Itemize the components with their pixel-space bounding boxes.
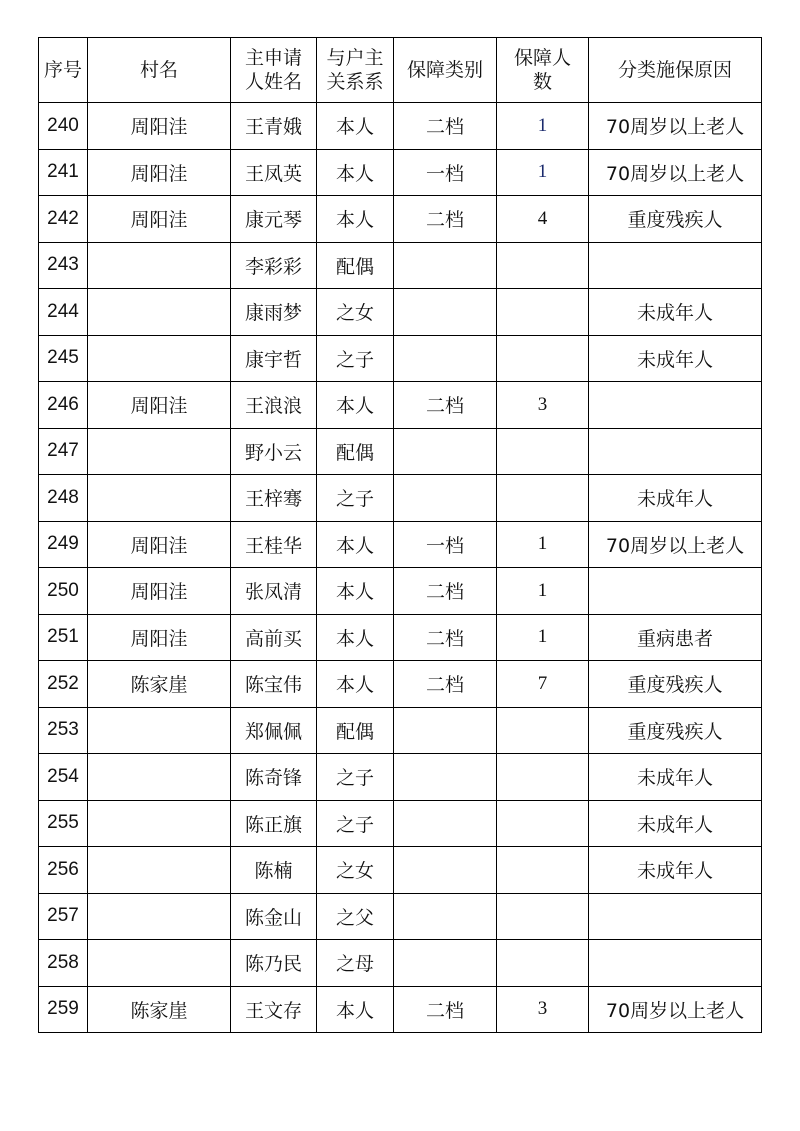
cell-village: 周阳洼 [88,614,231,661]
table-row [39,149,762,196]
cell-category: 二档 [394,196,497,243]
cell-village [88,242,231,289]
cell-seq: 243 [39,242,88,289]
cell-seq: 249 [39,521,88,568]
cell-category [394,847,497,894]
cell-seq: 241 [39,149,88,196]
cell-relation: 本人 [317,149,394,196]
table-row [39,614,762,661]
cell-name: 陈正旗 [231,800,317,847]
cell-name: 王浪浪 [231,382,317,429]
table-row [39,847,762,894]
cell-seq: 251 [39,614,88,661]
cell-count [497,289,589,336]
header-category: 保障类别 [394,38,497,103]
cell-name: 王梓骞 [231,475,317,522]
cell-name: 陈金山 [231,893,317,940]
table-row [39,521,762,568]
cell-name: 康雨梦 [231,289,317,336]
cell-name: 王文存 [231,986,317,1033]
table-row [39,893,762,940]
cell-seq: 240 [39,103,88,150]
cell-village: 陈家崖 [88,661,231,708]
cell-category [394,893,497,940]
cell-category: 二档 [394,568,497,615]
cell-village: 周阳洼 [88,196,231,243]
cell-village [88,289,231,336]
table-row [39,289,762,336]
cell-count: 1 [497,521,589,568]
cell-relation: 之女 [317,289,394,336]
cell-reason: 70周岁以上老人 [589,103,762,150]
cell-name: 陈乃民 [231,940,317,987]
assistance-roster-table [38,37,762,1033]
cell-seq: 247 [39,428,88,475]
cell-reason [589,940,762,987]
cell-seq: 246 [39,382,88,429]
cell-count: 7 [497,661,589,708]
cell-reason [589,893,762,940]
table-row [39,242,762,289]
cell-village: 周阳洼 [88,149,231,196]
cell-count: 4 [497,196,589,243]
cell-village [88,335,231,382]
cell-name: 陈宝伟 [231,661,317,708]
cell-count [497,893,589,940]
cell-village: 周阳洼 [88,103,231,150]
cell-village [88,940,231,987]
cell-count [497,707,589,754]
cell-seq: 242 [39,196,88,243]
cell-relation: 配偶 [317,428,394,475]
cell-village [88,754,231,801]
cell-seq: 245 [39,335,88,382]
cell-category: 二档 [394,661,497,708]
cell-relation: 本人 [317,521,394,568]
cell-reason: 未成年人 [589,335,762,382]
cell-seq: 244 [39,289,88,336]
cell-reason: 70周岁以上老人 [589,149,762,196]
table-row [39,940,762,987]
cell-name: 李彩彩 [231,242,317,289]
cell-relation: 之子 [317,335,394,382]
header-row [39,38,762,103]
cell-category: 二档 [394,103,497,150]
cell-relation: 之子 [317,800,394,847]
cell-village [88,800,231,847]
cell-village [88,707,231,754]
cell-name: 高前买 [231,614,317,661]
cell-relation: 本人 [317,196,394,243]
cell-relation: 之子 [317,754,394,801]
cell-reason [589,428,762,475]
cell-seq: 250 [39,568,88,615]
table-row [39,103,762,150]
table-row [39,707,762,754]
cell-name: 康宇哲 [231,335,317,382]
cell-category [394,289,497,336]
table-row [39,568,762,615]
cell-reason: 重度残疾人 [589,707,762,754]
cell-village [88,893,231,940]
cell-category: 二档 [394,986,497,1033]
table-row [39,754,762,801]
cell-category [394,335,497,382]
cell-village: 陈家崖 [88,986,231,1033]
cell-village: 周阳洼 [88,568,231,615]
cell-count [497,242,589,289]
cell-count [497,754,589,801]
cell-relation: 本人 [317,568,394,615]
cell-category: 一档 [394,149,497,196]
cell-reason: 未成年人 [589,800,762,847]
cell-name: 王凤英 [231,149,317,196]
cell-relation: 配偶 [317,707,394,754]
cell-reason: 重度残疾人 [589,196,762,243]
cell-seq: 257 [39,893,88,940]
cell-category: 二档 [394,382,497,429]
cell-count [497,475,589,522]
cell-relation: 本人 [317,614,394,661]
cell-reason: 未成年人 [589,289,762,336]
cell-reason: 未成年人 [589,754,762,801]
cell-reason: 70周岁以上老人 [589,521,762,568]
cell-name: 野小云 [231,428,317,475]
cell-reason [589,242,762,289]
header-village: 村名 [88,38,231,103]
cell-count: 3 [497,382,589,429]
table-row [39,986,762,1033]
table-row [39,196,762,243]
cell-count [497,428,589,475]
table-row [39,428,762,475]
table-row [39,382,762,429]
cell-category [394,800,497,847]
cell-seq: 255 [39,800,88,847]
cell-category [394,475,497,522]
roster-body [39,103,762,1033]
header-applicant: 主申请人姓名 [231,38,317,103]
cell-count: 1 [497,568,589,615]
table-row [39,335,762,382]
cell-category [394,428,497,475]
header-relation: 与户主关系系 [317,38,394,103]
cell-count: 1 [497,149,589,196]
cell-relation: 本人 [317,382,394,429]
cell-relation: 本人 [317,661,394,708]
cell-count: 3 [497,986,589,1033]
cell-seq: 248 [39,475,88,522]
cell-relation: 本人 [317,986,394,1033]
cell-relation: 配偶 [317,242,394,289]
cell-relation: 之母 [317,940,394,987]
cell-name: 郑佩佩 [231,707,317,754]
cell-reason: 70周岁以上老人 [589,986,762,1033]
cell-name: 王桂华 [231,521,317,568]
cell-village: 周阳洼 [88,521,231,568]
cell-category [394,940,497,987]
cell-name: 陈奇锋 [231,754,317,801]
table-row [39,475,762,522]
cell-relation: 之父 [317,893,394,940]
cell-seq: 258 [39,940,88,987]
cell-seq: 254 [39,754,88,801]
cell-reason [589,568,762,615]
cell-category [394,707,497,754]
cell-village [88,847,231,894]
cell-village [88,475,231,522]
cell-seq: 259 [39,986,88,1033]
cell-count [497,847,589,894]
cell-count: 1 [497,614,589,661]
cell-name: 张凤清 [231,568,317,615]
cell-reason: 未成年人 [589,847,762,894]
cell-category: 二档 [394,614,497,661]
cell-name: 康元琴 [231,196,317,243]
cell-seq: 256 [39,847,88,894]
cell-seq: 253 [39,707,88,754]
cell-category [394,754,497,801]
table-row [39,800,762,847]
cell-relation: 之子 [317,475,394,522]
cell-reason: 重度残疾人 [589,661,762,708]
header-seq: 序号 [39,38,88,103]
cell-category [394,242,497,289]
header-reason: 分类施保原因 [589,38,762,103]
cell-category: 一档 [394,521,497,568]
cell-count [497,800,589,847]
cell-count [497,335,589,382]
cell-reason: 未成年人 [589,475,762,522]
cell-reason: 重病患者 [589,614,762,661]
cell-count [497,940,589,987]
header-count: 保障人数 [497,38,589,103]
cell-relation: 本人 [317,103,394,150]
cell-count: 1 [497,103,589,150]
table-row [39,661,762,708]
cell-village: 周阳洼 [88,382,231,429]
cell-name: 陈楠 [231,847,317,894]
cell-name: 王青娥 [231,103,317,150]
cell-reason [589,382,762,429]
roster-sheet [38,37,761,1033]
cell-village [88,428,231,475]
cell-relation: 之女 [317,847,394,894]
cell-seq: 252 [39,661,88,708]
